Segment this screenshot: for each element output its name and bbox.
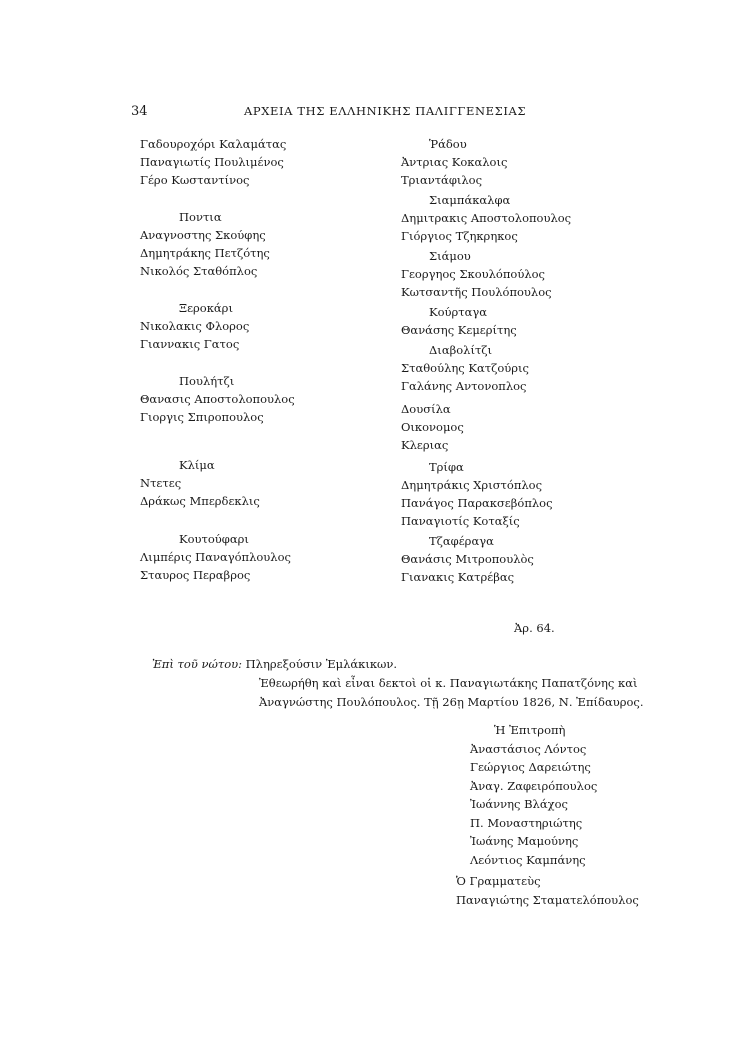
- list-item: Δημητράκης Πετζότης: [140, 246, 270, 260]
- list-item: Θανασις Αποστολοπουλος: [140, 392, 295, 406]
- list-item: Θανάσις Μιτροπουλὸς: [401, 552, 534, 566]
- list-item: Νικολός Σταθόπλος: [140, 264, 258, 278]
- village-group: [140, 135, 370, 189]
- list-item: Γαλάνης Αντονοπλος: [401, 379, 527, 393]
- village-group: [140, 530, 370, 584]
- secretary-signature: [456, 872, 639, 910]
- committee-signatures: [470, 721, 597, 869]
- list-item: Δημητράκις Χριστόπλος: [401, 478, 543, 492]
- village-group: [140, 299, 370, 353]
- village-heading: Ποντια: [179, 210, 222, 224]
- committee-heading: Ἡ Ἐπιτροπὴ: [494, 723, 566, 737]
- list-item: Σταυρος Περαβρος: [140, 568, 251, 582]
- list-item: Ἀντριας Κοκαλοις: [401, 155, 508, 169]
- village-heading: Σιάμου: [429, 249, 471, 263]
- running-title: ΑΡΧΕΙΑ ΤΗΣ ΕΛΛΗΝΙΚΗΣ ΠΑΛΙΓΓΕΝΕΣΙΑΣ: [244, 104, 527, 118]
- village-group: [401, 532, 641, 586]
- list-item: Νικολακις Φλορος: [140, 319, 250, 333]
- village-heading: Κουτούφαρι: [179, 532, 249, 546]
- list-item: Παναγιωτίς Πουλιμένος: [140, 155, 284, 169]
- list-item: Παναγιοτίς Κοταξίς: [401, 514, 520, 528]
- village-heading: Κούρταγα: [429, 305, 488, 319]
- list-item: Ντετες: [140, 476, 182, 490]
- village-group: [401, 400, 641, 454]
- verso-line: Ἀναγνώστης Πουλόπουλος. Τῇ 26ῃ Μαρτίου 1826, Ν. Ἐπίδαυρος.: [259, 695, 644, 709]
- list-item: Γεοργηος Σκουλόπούλος: [401, 267, 545, 281]
- village-group: [140, 456, 370, 510]
- list-item: Λιμπέρις Παναγόπλουλος: [140, 550, 291, 564]
- list-item: Οικονομος: [401, 420, 464, 434]
- right-column: [401, 135, 641, 586]
- village-heading: Πουλήτζι: [179, 374, 235, 388]
- village-heading: Δουσίλα: [401, 402, 451, 416]
- village-group: [140, 208, 370, 280]
- document-reference: Ἀρ. 64.: [514, 621, 555, 635]
- verso-line: Ἐθεωρήθη καὶ εἶναι δεκτοὶ οἱ κ. Παναγιωτάκης Παπατζόνης καὶ: [259, 676, 638, 690]
- village-heading: Κλίμα: [179, 458, 215, 472]
- list-item: Γιόργιος Τζηκρηκος: [401, 229, 518, 243]
- village-heading: Τζαφέραγα: [429, 534, 494, 548]
- signatory: Ἰωάννης Βλάχος: [470, 797, 568, 811]
- list-item: Γιαννακις Γατος: [140, 337, 240, 351]
- village-heading: Τρίφα: [429, 460, 464, 474]
- signatory: Ἰωάνης Μαμούνης: [470, 834, 579, 848]
- list-item: Θανάσης Κεμερίτης: [401, 323, 517, 337]
- list-item: Γιανακις Κατρέβας: [401, 570, 515, 584]
- village-heading: Σιαμπάκαλφα: [429, 193, 511, 207]
- signatory: Γεώργιος Δαρειώτης: [470, 760, 591, 774]
- signatory: Π. Μοναστηριώτης: [470, 815, 583, 830]
- verso-line: Πληρεξούσιν Ἐμλάκικων.: [245, 657, 398, 671]
- signatory: Παναγιώτης Σταματελόπουλος: [456, 893, 639, 907]
- village-group: [401, 458, 641, 530]
- list-item: Δημιτρακις Αποστολοπουλος: [401, 211, 572, 225]
- list-item: Σταθούλης Κατζούρις: [401, 361, 529, 375]
- signatory: Ἀναγ. Ζαφειρόπουλος: [470, 778, 598, 793]
- list-item: Γιοργις Σπιροπουλος: [140, 410, 264, 424]
- village-group: [140, 372, 370, 426]
- village-heading: Ῥάδου: [429, 137, 467, 151]
- list-item: Γέρο Κωσταντίνος: [140, 173, 250, 187]
- verso-label: Ἐπὶ τοῦ νώτου:: [152, 657, 242, 671]
- list-item: Γαδουροχόρι Καλαμάτας: [140, 137, 287, 151]
- village-group: [401, 341, 641, 395]
- village-group: [401, 135, 641, 189]
- list-item: Κλεριας: [401, 438, 449, 452]
- list-item: Δράκως Μπερδεκλις: [140, 494, 260, 508]
- list-item: Πανάγος Παρακσεβόπλος: [401, 496, 553, 510]
- signatory: Ἀναστάσιος Λόντος: [470, 741, 587, 756]
- village-group: [401, 303, 641, 339]
- village-group: [401, 247, 641, 301]
- village-heading: Ξεροκάρι: [179, 301, 233, 315]
- list-item: Κωτσαντῆς Πουλόπουλος: [401, 285, 552, 299]
- list-item: Τριαντάφιλος: [401, 173, 483, 187]
- village-group: [401, 191, 641, 245]
- page-number: 34: [131, 104, 148, 119]
- list-item: Αναγνοστης Σκούφης: [140, 228, 266, 242]
- left-column: [140, 135, 370, 584]
- village-heading: Διαβολίτζι: [429, 343, 493, 357]
- secretary-heading: Ὁ Γραμματεὺς: [456, 874, 541, 888]
- verso-note: [152, 655, 644, 712]
- signatory: Λεόντιος Καμπάνης: [470, 852, 586, 867]
